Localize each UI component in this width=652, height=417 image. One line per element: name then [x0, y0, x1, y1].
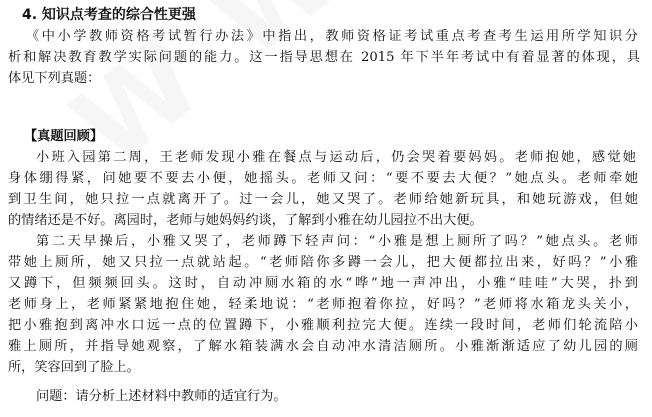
story-p2-line-1: 第二天早操后，小雅又哭了，老师蹲下轻声问：“小雅是想上厕所了吗？”她点头。老师 [36, 234, 638, 249]
intro-line-1: 《中小学教师资格考试暂行办法》中指出，教师资格证考试重点考查考生运用所学知识分 [26, 29, 638, 44]
story-p1-line-3: 到卫生间，她只拉一点就离开了。过一会儿，她又哭了。老师给她新玩具，和她玩游戏，但她 [8, 192, 638, 207]
section-heading: 4. 知识点考查的综合性更强 [22, 7, 196, 23]
story-p1-line-4: 的情绪还是不好。离园时，老师与她妈妈约谈，了解到小雅在幼儿园拉不出大便。 [8, 213, 483, 228]
story-p2-line-4: 老师身上，老师紧紧地抱住她，轻柔地说：“老师抱着你拉，好吗？”老师将水箱龙头关小， [8, 297, 638, 312]
story-p2-line-7: 所，笑容回到了脸上。 [8, 360, 140, 375]
story-p1-line-1: 小班入园第二周，王老师发现小雅在餐点与运动后，仍会哭着要妈妈。老师抱她，感觉她 [36, 150, 636, 165]
story-p2-line-6: 雅上厕所，并指导她观察，了解水箱装满水会自动冲水清洁厕所。小雅渐渐适应了幼儿园的厕 [8, 339, 638, 354]
story-p2-line-2: 带她上厕所，她又只拉一点就站起。“老师陪你多蹲一会儿，把大便都拉出来，好吗？”小雅 [8, 255, 638, 270]
intro-line-2: 析和解决教育教学实际问题的能力。这一指导思想在 2015 年下半年考试中有着显著的体现，具 [8, 50, 640, 65]
story-p2-line-3: 又蹲下，但频频回头。这时，自动冲厕水箱的水“哗”地一声冲出，小雅“哇哇”大哭，扑到 [8, 276, 638, 291]
question-text: 问题：请分析上述材料中教师的适宜行为。 [36, 389, 287, 404]
review-label: 【真题回顾】 [24, 129, 104, 144]
story-p2-line-5: 把小雅抱到离冲水口远一点的位置蹲下，小雅顺利拉完大便。连续一段时间，老师们轮流陪小 [8, 318, 638, 333]
intro-line-3: 体见下列真题： [8, 71, 101, 86]
story-p1-line-2: 身体绷得紧，问她要不要去小便，她摇头。老师又问：“要不要去大便？”她点头。老师牵她 [8, 171, 638, 186]
